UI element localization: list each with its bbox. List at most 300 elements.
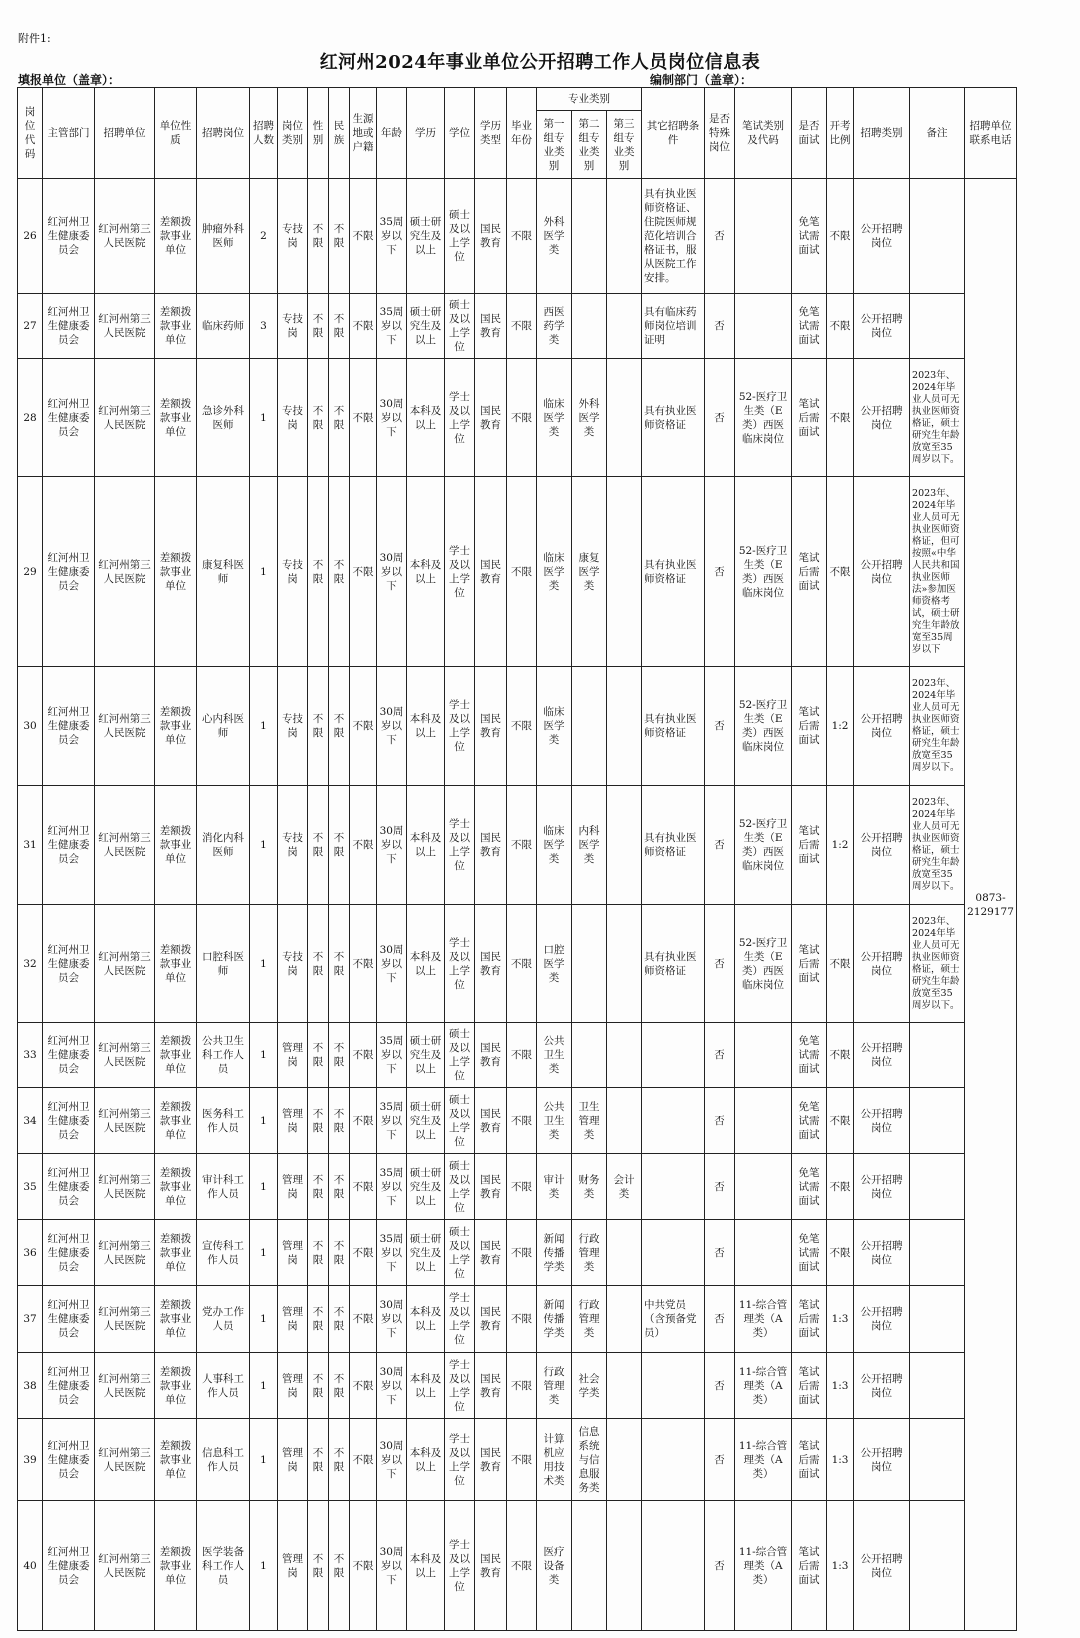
cell-interview: 笔试后需面试 xyxy=(792,905,827,1023)
cell-code: 40 xyxy=(18,1501,43,1631)
cell-special: 否 xyxy=(705,667,735,786)
cell-post: 党办工作人员 xyxy=(197,1286,250,1353)
cell-post: 消化内科医师 xyxy=(197,786,250,905)
cell-exam: 52-医疗卫生类（E类）西医临床岗位 xyxy=(735,667,792,786)
cell-post: 医学装备科工作人员 xyxy=(197,1501,250,1631)
cell-major3 xyxy=(607,667,642,786)
cell-major1: 外科医学类 xyxy=(537,179,572,294)
cell-other xyxy=(642,1023,705,1088)
cell-degree: 学士及以上学位 xyxy=(445,359,475,477)
cell-major3 xyxy=(607,359,642,477)
cell-origin: 不限 xyxy=(350,1154,377,1220)
cell-count: 1 xyxy=(250,1220,278,1286)
cell-special: 否 xyxy=(705,786,735,905)
cell-edu-type: 国民教育 xyxy=(475,1154,507,1220)
cell-major3 xyxy=(607,294,642,359)
cell-nature: 差额拨款事业单位 xyxy=(155,1286,197,1353)
cell-degree: 学士及以上学位 xyxy=(445,905,475,1023)
cell-degree: 学士及以上学位 xyxy=(445,477,475,667)
cell-degree: 学士及以上学位 xyxy=(445,1353,475,1419)
cell-edu-type: 国民教育 xyxy=(475,1088,507,1154)
cell-ratio: 不限 xyxy=(827,477,854,667)
header-interview: 是否面试 xyxy=(792,88,827,179)
cell-major2: 卫生管理类 xyxy=(572,1088,607,1154)
cell-age: 35周岁以下 xyxy=(377,294,407,359)
cell-special: 否 xyxy=(705,1154,735,1220)
header-ratio: 开考比例 xyxy=(827,88,854,179)
cell-post-type: 管理岗 xyxy=(278,1023,308,1088)
cell-education: 硕士研究生及以上 xyxy=(407,179,445,294)
cell-major1: 公共卫生类 xyxy=(537,1023,572,1088)
cell-origin: 不限 xyxy=(350,1023,377,1088)
cell-gender: 不限 xyxy=(308,359,329,477)
cell-age: 30周岁以下 xyxy=(377,477,407,667)
cell-post: 口腔科医师 xyxy=(197,905,250,1023)
cell-post: 肿瘤外科医师 xyxy=(197,179,250,294)
cell-remarks: 2023年、2024年毕业人员可无执业医师资格证，硕士研究生年龄放宽至35周岁以下。 xyxy=(910,905,965,1023)
cell-major1: 临床医学类 xyxy=(537,667,572,786)
header-phone: 招聘单位联系电话 xyxy=(965,88,1017,179)
cell-count: 1 xyxy=(250,1023,278,1088)
cell-gender: 不限 xyxy=(308,1353,329,1419)
cell-other: 具有执业医师资格证 xyxy=(642,359,705,477)
cell-post: 临床药师 xyxy=(197,294,250,359)
cell-interview: 笔试后需面试 xyxy=(792,1501,827,1631)
cell-remarks: 2023年、2024年毕业人员可无执业医师资格证，但可按照«中华人民共和国执业医师法»参加医师资格考试，硕士研究生年龄放宽至35周岁以下 xyxy=(910,477,965,667)
cell-interview: 笔试后需面试 xyxy=(792,786,827,905)
cell-major1: 临床医学类 xyxy=(537,359,572,477)
cell-remarks: 2023年、2024年毕业人员可无执业医师资格证，硕士研究生年龄放宽至35周岁以下。 xyxy=(910,786,965,905)
cell-code: 37 xyxy=(18,1286,43,1353)
cell-code: 38 xyxy=(18,1353,43,1419)
cell-age: 30周岁以下 xyxy=(377,1286,407,1353)
cell-post: 急诊外科医师 xyxy=(197,359,250,477)
cell-age: 30周岁以下 xyxy=(377,1353,407,1419)
cell-degree: 学士及以上学位 xyxy=(445,667,475,786)
cell-exam: 52-医疗卫生类（E类）西医临床岗位 xyxy=(735,905,792,1023)
cell-edu-type: 国民教育 xyxy=(475,786,507,905)
cell-age: 35周岁以下 xyxy=(377,179,407,294)
cell-ethnicity: 不限 xyxy=(329,1419,350,1501)
cell-degree: 学士及以上学位 xyxy=(445,1501,475,1631)
cell-count: 3 xyxy=(250,294,278,359)
filing-unit-label: 填报单位（盖章）： xyxy=(18,73,121,87)
cell-category: 公开招聘岗位 xyxy=(854,477,910,667)
cell-ratio: 不限 xyxy=(827,294,854,359)
header-edu-type: 学历类型 xyxy=(475,88,507,179)
cell-grad-year: 不限 xyxy=(507,359,537,477)
table-row xyxy=(18,1501,1017,1631)
cell-special: 否 xyxy=(705,1501,735,1631)
cell-remarks xyxy=(910,1353,965,1419)
cell-post-type: 专技岗 xyxy=(278,179,308,294)
cell-edu-type: 国民教育 xyxy=(475,477,507,667)
header-unit: 招聘单位 xyxy=(95,88,155,179)
cell-major2 xyxy=(572,294,607,359)
staffing-dept-label: 编制部门（盖章）： xyxy=(650,73,753,87)
cell-interview: 免笔试需面试 xyxy=(792,179,827,294)
cell-code: 29 xyxy=(18,477,43,667)
cell-unit: 红河州第三人民医院 xyxy=(95,1088,155,1154)
cell-code: 36 xyxy=(18,1220,43,1286)
cell-special: 否 xyxy=(705,1220,735,1286)
cell-code: 31 xyxy=(18,786,43,905)
cell-major2: 内科医学类 xyxy=(572,786,607,905)
cell-interview: 免笔试需面试 xyxy=(792,294,827,359)
cell-ratio: 不限 xyxy=(827,1154,854,1220)
cell-post: 信息科工作人员 xyxy=(197,1419,250,1501)
cell-post-type: 管理岗 xyxy=(278,1154,308,1220)
cell-major1: 新闻传播学类 xyxy=(537,1220,572,1286)
contact-phone-cell: 0873-2129177 xyxy=(965,179,1017,1631)
cell-major2: 信息系统与信息服务类 xyxy=(572,1419,607,1501)
cell-count: 1 xyxy=(250,1353,278,1419)
cell-count: 1 xyxy=(250,667,278,786)
cell-ratio: 不限 xyxy=(827,179,854,294)
cell-other: 具有执业医师资格证 xyxy=(642,786,705,905)
cell-gender: 不限 xyxy=(308,294,329,359)
cell-other xyxy=(642,1501,705,1631)
cell-category: 公开招聘岗位 xyxy=(854,294,910,359)
cell-remarks xyxy=(910,1220,965,1286)
cell-category: 公开招聘岗位 xyxy=(854,1501,910,1631)
header-remarks: 备注 xyxy=(910,88,965,179)
cell-grad-year: 不限 xyxy=(507,1286,537,1353)
cell-post: 公共卫生科工作人员 xyxy=(197,1023,250,1088)
cell-category: 公开招聘岗位 xyxy=(854,1286,910,1353)
cell-age: 30周岁以下 xyxy=(377,667,407,786)
cell-exam xyxy=(735,1220,792,1286)
header-special: 是否特殊岗位 xyxy=(705,88,735,179)
cell-unit: 红河州第三人民医院 xyxy=(95,1353,155,1419)
cell-unit: 红河州第三人民医院 xyxy=(95,786,155,905)
table-row xyxy=(18,477,1017,667)
header-row xyxy=(18,88,1017,111)
cell-ratio: 不限 xyxy=(827,905,854,1023)
cell-gender: 不限 xyxy=(308,786,329,905)
cell-other xyxy=(642,1154,705,1220)
header-count: 招聘人数 xyxy=(250,88,278,179)
cell-grad-year: 不限 xyxy=(507,1088,537,1154)
cell-ethnicity: 不限 xyxy=(329,667,350,786)
cell-major1: 新闻传播学类 xyxy=(537,1286,572,1353)
cell-interview: 免笔试需面试 xyxy=(792,1154,827,1220)
header-origin: 生源地或户籍 xyxy=(350,88,377,179)
cell-category: 公开招聘岗位 xyxy=(854,359,910,477)
cell-code: 27 xyxy=(18,294,43,359)
cell-origin: 不限 xyxy=(350,179,377,294)
cell-degree: 学士及以上学位 xyxy=(445,1419,475,1501)
cell-major1: 临床医学类 xyxy=(537,786,572,905)
cell-nature: 差额拨款事业单位 xyxy=(155,1088,197,1154)
cell-age: 30周岁以下 xyxy=(377,1501,407,1631)
table-row xyxy=(18,1419,1017,1501)
attachment-label: 附件1: xyxy=(18,32,51,45)
cell-ratio: 不限 xyxy=(827,1220,854,1286)
cell-gender: 不限 xyxy=(308,1286,329,1353)
cell-category: 公开招聘岗位 xyxy=(854,1088,910,1154)
cell-ratio: 1:3 xyxy=(827,1286,854,1353)
table-row xyxy=(18,1088,1017,1154)
cell-exam: 11-综合管理类（A类） xyxy=(735,1286,792,1353)
cell-interview: 笔试后需面试 xyxy=(792,1353,827,1419)
table-row xyxy=(18,786,1017,905)
cell-unit: 红河州第三人民医院 xyxy=(95,294,155,359)
cell-origin: 不限 xyxy=(350,1353,377,1419)
cell-gender: 不限 xyxy=(308,1419,329,1501)
cell-edu-type: 国民教育 xyxy=(475,905,507,1023)
cell-dept: 红河州卫生健康委员会 xyxy=(43,294,95,359)
cell-post-type: 专技岗 xyxy=(278,359,308,477)
cell-major1: 审计类 xyxy=(537,1154,572,1220)
cell-ratio: 1:3 xyxy=(827,1419,854,1501)
header-post: 招聘岗位 xyxy=(197,88,250,179)
cell-dept: 红河州卫生健康委员会 xyxy=(43,359,95,477)
document-title: 红河州2024年事业单位公开招聘工作人员岗位信息表 xyxy=(319,52,761,73)
cell-other xyxy=(642,1220,705,1286)
cell-major2: 行政管理类 xyxy=(572,1286,607,1353)
cell-remarks xyxy=(910,1501,965,1631)
cell-nature: 差额拨款事业单位 xyxy=(155,905,197,1023)
cell-count: 1 xyxy=(250,1088,278,1154)
table-row xyxy=(18,667,1017,786)
cell-other: 具有执业医师资格证 xyxy=(642,477,705,667)
cell-exam: 11-综合管理类（A类） xyxy=(735,1501,792,1631)
cell-origin: 不限 xyxy=(350,1088,377,1154)
cell-degree: 硕士及以上学位 xyxy=(445,179,475,294)
cell-exam: 52-医疗卫生类（E类）西医临床岗位 xyxy=(735,786,792,905)
cell-special: 否 xyxy=(705,477,735,667)
cell-ethnicity: 不限 xyxy=(329,1286,350,1353)
cell-education: 本科及以上 xyxy=(407,477,445,667)
cell-code: 28 xyxy=(18,359,43,477)
cell-dept: 红河州卫生健康委员会 xyxy=(43,179,95,294)
header-dept: 主管部门 xyxy=(43,88,95,179)
cell-interview: 笔试后需面试 xyxy=(792,359,827,477)
cell-special: 否 xyxy=(705,294,735,359)
header-exam: 笔试类别及代码 xyxy=(735,88,792,179)
cell-post: 宣传科工作人员 xyxy=(197,1220,250,1286)
cell-special: 否 xyxy=(705,1353,735,1419)
cell-major2 xyxy=(572,905,607,1023)
cell-nature: 差额拨款事业单位 xyxy=(155,1419,197,1501)
cell-major1: 西医药学类 xyxy=(537,294,572,359)
cell-major2: 行政管理类 xyxy=(572,1220,607,1286)
cell-unit: 红河州第三人民医院 xyxy=(95,179,155,294)
cell-nature: 差额拨款事业单位 xyxy=(155,1023,197,1088)
cell-remarks xyxy=(910,1419,965,1501)
cell-count: 2 xyxy=(250,179,278,294)
cell-category: 公开招聘岗位 xyxy=(854,1419,910,1501)
cell-post-type: 专技岗 xyxy=(278,905,308,1023)
cell-grad-year: 不限 xyxy=(507,1023,537,1088)
cell-education: 本科及以上 xyxy=(407,905,445,1023)
cell-age: 35周岁以下 xyxy=(377,1154,407,1220)
cell-count: 1 xyxy=(250,477,278,667)
cell-special: 否 xyxy=(705,1286,735,1353)
cell-other xyxy=(642,1419,705,1501)
cell-category: 公开招聘岗位 xyxy=(854,667,910,786)
cell-exam: 52-医疗卫生类（E类）西医临床岗位 xyxy=(735,359,792,477)
cell-grad-year: 不限 xyxy=(507,786,537,905)
cell-education: 本科及以上 xyxy=(407,1419,445,1501)
cell-unit: 红河州第三人民医院 xyxy=(95,905,155,1023)
cell-origin: 不限 xyxy=(350,1286,377,1353)
cell-remarks xyxy=(910,1154,965,1220)
cell-post-type: 专技岗 xyxy=(278,667,308,786)
cell-age: 30周岁以下 xyxy=(377,786,407,905)
cell-degree: 硕士及以上学位 xyxy=(445,1023,475,1088)
cell-dept: 红河州卫生健康委员会 xyxy=(43,1501,95,1631)
header-gender: 性别 xyxy=(308,88,329,179)
cell-age: 30周岁以下 xyxy=(377,905,407,1023)
cell-post: 心内科医师 xyxy=(197,667,250,786)
cell-origin: 不限 xyxy=(350,294,377,359)
cell-unit: 红河州第三人民医院 xyxy=(95,359,155,477)
cell-ethnicity: 不限 xyxy=(329,1023,350,1088)
cell-special: 否 xyxy=(705,1088,735,1154)
cell-unit: 红河州第三人民医院 xyxy=(95,477,155,667)
header-degree: 学位 xyxy=(445,88,475,179)
cell-other: 具有执业医师资格证 xyxy=(642,667,705,786)
cell-code: 30 xyxy=(18,667,43,786)
cell-nature: 差额拨款事业单位 xyxy=(155,294,197,359)
cell-other: 具有临床药师岗位培训证明 xyxy=(642,294,705,359)
cell-ratio: 1:2 xyxy=(827,667,854,786)
cell-unit: 红河州第三人民医院 xyxy=(95,1286,155,1353)
cell-dept: 红河州卫生健康委员会 xyxy=(43,786,95,905)
cell-interview: 笔试后需面试 xyxy=(792,1286,827,1353)
cell-code: 32 xyxy=(18,905,43,1023)
cell-grad-year: 不限 xyxy=(507,477,537,667)
cell-count: 1 xyxy=(250,1286,278,1353)
cell-code: 26 xyxy=(18,179,43,294)
cell-post: 人事科工作人员 xyxy=(197,1353,250,1419)
cell-exam xyxy=(735,1088,792,1154)
cell-degree: 硕士及以上学位 xyxy=(445,1220,475,1286)
cell-category: 公开招聘岗位 xyxy=(854,179,910,294)
cell-nature: 差额拨款事业单位 xyxy=(155,667,197,786)
cell-major3 xyxy=(607,1419,642,1501)
cell-degree: 学士及以上学位 xyxy=(445,1286,475,1353)
cell-other: 具有执业医师资格证、住院医师规范化培训合格证书，服从医院工作安排。 xyxy=(642,179,705,294)
header-major3: 第三组专业类别 xyxy=(607,111,642,179)
cell-remarks xyxy=(910,1088,965,1154)
cell-age: 35周岁以下 xyxy=(377,1023,407,1088)
header-category: 招聘类别 xyxy=(854,88,910,179)
header-education: 学历 xyxy=(407,88,445,179)
table-row xyxy=(18,294,1017,359)
cell-ethnicity: 不限 xyxy=(329,1501,350,1631)
cell-interview: 免笔试需面试 xyxy=(792,1220,827,1286)
cell-grad-year: 不限 xyxy=(507,1154,537,1220)
cell-post-type: 专技岗 xyxy=(278,786,308,905)
cell-nature: 差额拨款事业单位 xyxy=(155,1220,197,1286)
cell-major1: 临床医学类 xyxy=(537,477,572,667)
cell-major3 xyxy=(607,1220,642,1286)
cell-major2: 外科医学类 xyxy=(572,359,607,477)
cell-other xyxy=(642,1353,705,1419)
cell-dept: 红河州卫生健康委员会 xyxy=(43,1088,95,1154)
cell-edu-type: 国民教育 xyxy=(475,1353,507,1419)
cell-origin: 不限 xyxy=(350,1501,377,1631)
cell-education: 本科及以上 xyxy=(407,1501,445,1631)
cell-origin: 不限 xyxy=(350,1419,377,1501)
table-row xyxy=(18,1154,1017,1220)
cell-ethnicity: 不限 xyxy=(329,1154,350,1220)
cell-ratio: 不限 xyxy=(827,359,854,477)
cell-major1: 计算机应用技术类 xyxy=(537,1419,572,1501)
cell-grad-year: 不限 xyxy=(507,905,537,1023)
cell-edu-type: 国民教育 xyxy=(475,1501,507,1631)
cell-unit: 红河州第三人民医院 xyxy=(95,667,155,786)
cell-remarks: 2023年、2024年毕业人员可无执业医师资格证，硕士研究生年龄放宽至35周岁以下。 xyxy=(910,359,965,477)
cell-education: 硕士研究生及以上 xyxy=(407,1023,445,1088)
cell-origin: 不限 xyxy=(350,1220,377,1286)
cell-exam: 11-综合管理类（A类） xyxy=(735,1353,792,1419)
cell-nature: 差额拨款事业单位 xyxy=(155,786,197,905)
cell-major3 xyxy=(607,1023,642,1088)
cell-grad-year: 不限 xyxy=(507,294,537,359)
cell-count: 1 xyxy=(250,905,278,1023)
cell-ethnicity: 不限 xyxy=(329,294,350,359)
cell-ethnicity: 不限 xyxy=(329,477,350,667)
cell-post-type: 管理岗 xyxy=(278,1088,308,1154)
cell-education: 硕士研究生及以上 xyxy=(407,1154,445,1220)
cell-education: 硕士研究生及以上 xyxy=(407,294,445,359)
header-post-type: 岗位类别 xyxy=(278,88,308,179)
cell-age: 35周岁以下 xyxy=(377,1088,407,1154)
cell-education: 本科及以上 xyxy=(407,359,445,477)
cell-grad-year: 不限 xyxy=(507,1220,537,1286)
header-major2: 第二组专业类别 xyxy=(572,111,607,179)
cell-exam: 52-医疗卫生类（E类）西医临床岗位 xyxy=(735,477,792,667)
header-major1: 第一组专业类别 xyxy=(537,111,572,179)
cell-gender: 不限 xyxy=(308,1220,329,1286)
cell-post-type: 管理岗 xyxy=(278,1286,308,1353)
cell-nature: 差额拨款事业单位 xyxy=(155,179,197,294)
cell-special: 否 xyxy=(705,359,735,477)
cell-interview: 笔试后需面试 xyxy=(792,477,827,667)
cell-major3: 会计类 xyxy=(607,1154,642,1220)
table-row xyxy=(18,1286,1017,1353)
cell-nature: 差额拨款事业单位 xyxy=(155,359,197,477)
cell-major2: 社会学类 xyxy=(572,1353,607,1419)
cell-grad-year: 不限 xyxy=(507,1501,537,1631)
cell-major1: 公共卫生类 xyxy=(537,1088,572,1154)
cell-interview: 免笔试需面试 xyxy=(792,1088,827,1154)
cell-dept: 红河州卫生健康委员会 xyxy=(43,1023,95,1088)
cell-degree: 硕士及以上学位 xyxy=(445,1088,475,1154)
cell-gender: 不限 xyxy=(308,179,329,294)
cell-special: 否 xyxy=(705,1023,735,1088)
cell-major3 xyxy=(607,1353,642,1419)
cell-count: 1 xyxy=(250,786,278,905)
cell-code: 39 xyxy=(18,1419,43,1501)
table-row xyxy=(18,1023,1017,1088)
cell-gender: 不限 xyxy=(308,905,329,1023)
cell-special: 否 xyxy=(705,1419,735,1501)
cell-post-type: 管理岗 xyxy=(278,1419,308,1501)
cell-ratio: 不限 xyxy=(827,1023,854,1088)
cell-code: 35 xyxy=(18,1154,43,1220)
cell-category: 公开招聘岗位 xyxy=(854,905,910,1023)
cell-other xyxy=(642,1088,705,1154)
cell-remarks xyxy=(910,179,965,294)
cell-ratio: 不限 xyxy=(827,1088,854,1154)
cell-category: 公开招聘岗位 xyxy=(854,1023,910,1088)
table-row xyxy=(18,179,1017,294)
